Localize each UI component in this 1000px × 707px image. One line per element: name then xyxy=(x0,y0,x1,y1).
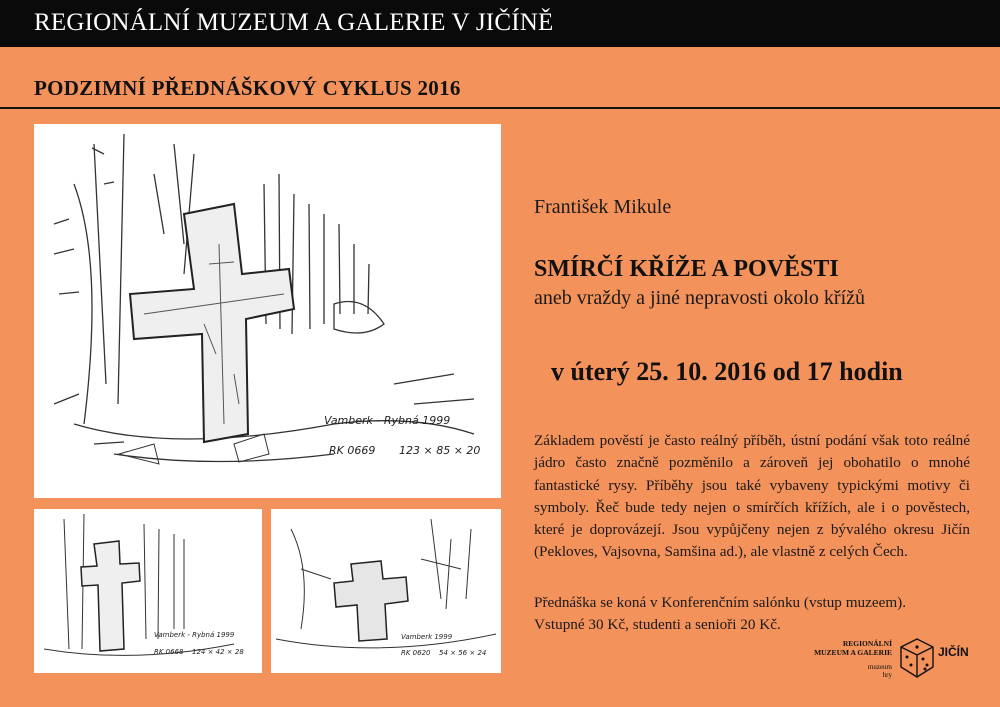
logo-line-1: REGIONÁLNÍ xyxy=(842,639,892,648)
small-left-signature: Vamberk - Rybná 1999 xyxy=(154,631,235,639)
cycle-title: PODZIMNÍ PŘEDNÁŠKOVÝ CYKLUS 2016 xyxy=(34,76,461,100)
header-bar xyxy=(0,0,1000,47)
event-datetime: v úterý 25. 10. 2016 od 17 hodin xyxy=(551,357,903,386)
main-code: RK 0669 xyxy=(329,444,376,457)
main-cross-drawing xyxy=(34,124,501,498)
logo-line-3: muzeum xyxy=(867,663,892,671)
small-right-code: RK 0620 xyxy=(401,649,431,657)
main-dims: 123 × 85 × 20 xyxy=(399,444,481,457)
logo-line-2: MUZEUM A GALERIE xyxy=(814,648,892,657)
logo-city: JIČÍN xyxy=(938,645,969,659)
venue-text: Přednáška se koná v Konferenčním salónku (vstup muzeem). xyxy=(534,594,906,611)
small-cross-drawing-left xyxy=(34,509,262,673)
small-left-dims: 124 × 42 × 28 xyxy=(192,648,244,656)
museum-logo xyxy=(814,635,972,683)
main-signature: Vamberk - Rybná 1999 xyxy=(324,414,451,427)
small-left-code: RK 0668 xyxy=(154,648,184,656)
admission-text: Vstupné 30 Kč, studenti a senioři 20 Kč. xyxy=(534,616,781,634)
lecture-description: Základem pověstí je často reálný příběh, ústní podání však toto reálné jádro často značně pozměnilo a zároveň jej obohatilo o mnohé fantastické rysy. Příběhy jsou také vybaveny typickými motivy či symboly. Řeč bude tedy nejen o smírčích křížích, ale i o pověstech, které je doprovázejí. Jsou vypůjčeny nejen z bývalého okresu Jičín (Pekloves, Vajsovna, Samšina ad.), ale vlastně z celých Čech. xyxy=(534,432,970,561)
speaker-name: František Mikule xyxy=(534,196,672,218)
lecture-title: SMÍRČÍ KŘÍŽE A POVĚSTI xyxy=(534,256,839,282)
small-right-dims: 54 × 56 × 24 xyxy=(439,649,487,657)
divider-line xyxy=(0,107,1000,109)
venue-info xyxy=(534,592,984,637)
museum-title: REGIONÁLNÍ MUZEUM A GALERIE V JIČÍNĚ xyxy=(34,9,554,36)
logo-line-4: hry xyxy=(882,671,892,679)
small-cross-drawing-right xyxy=(271,509,501,673)
lecture-subtitle: aneb vraždy a jiné nepravosti okolo křížů xyxy=(534,287,865,309)
small-right-signature: Vamberk 1999 xyxy=(401,633,453,641)
dice-cube-icon xyxy=(897,635,937,681)
